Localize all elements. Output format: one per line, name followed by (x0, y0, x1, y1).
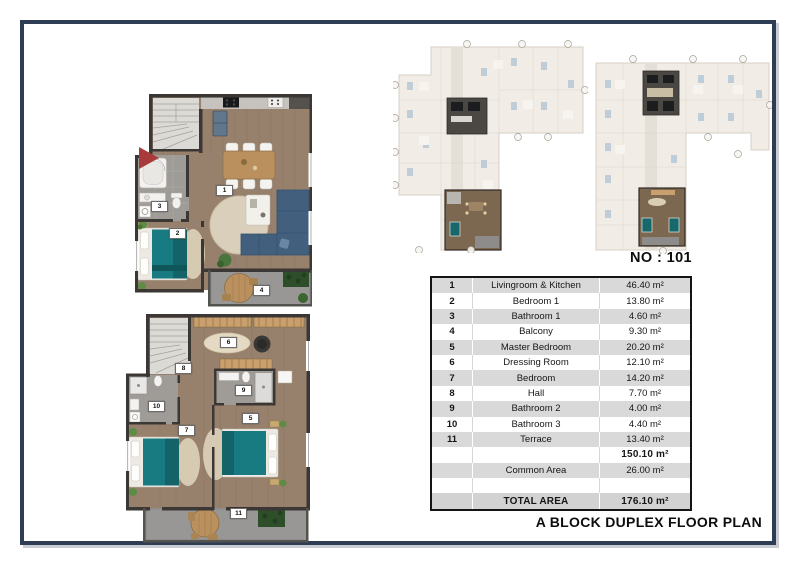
key-plan-floor-2 (593, 55, 772, 254)
room-name: Master Bedroom (472, 340, 600, 355)
table-row (432, 432, 690, 447)
room-label-11: 11 (230, 508, 247, 519)
room-area: 7.70 m² (628, 387, 662, 399)
table-row-common-area (432, 463, 690, 478)
table-row (432, 370, 690, 385)
room-label-2: 2 (169, 228, 186, 239)
room-label-3: 3 (151, 201, 168, 212)
room-label-8: 8 (175, 363, 192, 374)
row-number (432, 463, 472, 478)
room-label-1: 1 (216, 185, 233, 196)
room-name: Bathroom 2 (472, 401, 600, 416)
room-name: Bathroom 3 (472, 417, 600, 432)
room-area: 14.20 m² (626, 372, 664, 384)
table-row (432, 355, 690, 370)
room-area: 13.80 m² (626, 295, 664, 307)
room-label-6: 6 (220, 337, 237, 348)
duplex-upper-floor-plan (120, 313, 312, 545)
table-row (432, 417, 690, 432)
total-area-label: TOTAL AREA (472, 493, 600, 508)
room-name: Hall (472, 386, 600, 401)
table-row (432, 386, 690, 401)
row-number: 4 (449, 326, 455, 338)
room-area: 4.00 m² (628, 403, 662, 415)
room-area: 12.10 m² (626, 357, 664, 369)
subtotal-area: 150.10 m² (621, 449, 669, 461)
table-row (432, 401, 690, 416)
row-number: 7 (449, 372, 455, 384)
table-row (432, 324, 690, 339)
room-name: Bedroom 1 (472, 293, 600, 308)
table-row (432, 340, 690, 355)
room-name: Balcony (472, 324, 600, 339)
room-name (472, 478, 600, 493)
table-row (432, 278, 690, 293)
room-name: Bedroom (472, 370, 600, 385)
room-area: 13.40 m² (626, 434, 664, 446)
row-number: 2 (449, 295, 455, 307)
row-number: 6 (449, 357, 455, 369)
table-row (432, 293, 690, 308)
room-area: 20.20 m² (626, 341, 664, 353)
room-label-7: 7 (178, 425, 195, 436)
total-area-value: 176.10 m² (621, 495, 669, 507)
row-number: 10 (446, 418, 458, 430)
room-name: Livingroom & Kitchen (472, 278, 600, 293)
room-label-5: 5 (242, 413, 259, 424)
area-table (430, 276, 692, 511)
table-row-subtotal (432, 447, 690, 462)
page-title: A BLOCK DUPLEX FLOOR PLAN (535, 514, 762, 530)
row-number: 1 (449, 280, 455, 292)
highlighted-unit-101 (445, 190, 501, 250)
row-number: 9 (449, 403, 455, 415)
row-number: 3 (449, 310, 455, 322)
room-label-10: 10 (148, 401, 165, 412)
room-name: Terrace (472, 432, 600, 447)
room-name: Bathroom 1 (472, 309, 600, 324)
room-area: 9.30 m² (628, 326, 662, 338)
table-row (432, 309, 690, 324)
highlighted-unit-101-upper (639, 188, 685, 246)
room-label-9: 9 (235, 385, 252, 396)
room-area: 26.00 m² (626, 464, 664, 476)
room-name: Dressing Room (472, 355, 600, 370)
upper-floor-drawing (120, 313, 312, 545)
room-area: 4.40 m² (628, 418, 662, 430)
room-area: 46.40 m² (626, 280, 664, 292)
table-row-total (432, 493, 690, 508)
row-number: 8 (449, 387, 455, 399)
duplex-lower-floor-plan (127, 93, 312, 311)
key-plan-floor-1 (393, 40, 588, 253)
row-number (432, 447, 472, 462)
row-number: 11 (446, 434, 458, 446)
unit-number-label: NO : 101 (629, 250, 692, 266)
row-number (432, 478, 472, 493)
key-plan-1-drawing (393, 40, 588, 253)
key-plan-2-drawing (593, 55, 772, 254)
room-name: Common Area (472, 463, 600, 478)
room-name (472, 447, 600, 462)
row-number (432, 493, 472, 508)
room-label-4: 4 (253, 285, 270, 296)
room-area: 4.60 m² (628, 310, 662, 322)
row-number: 5 (449, 341, 455, 353)
table-row-spacer (432, 478, 690, 493)
room-area (600, 478, 690, 493)
